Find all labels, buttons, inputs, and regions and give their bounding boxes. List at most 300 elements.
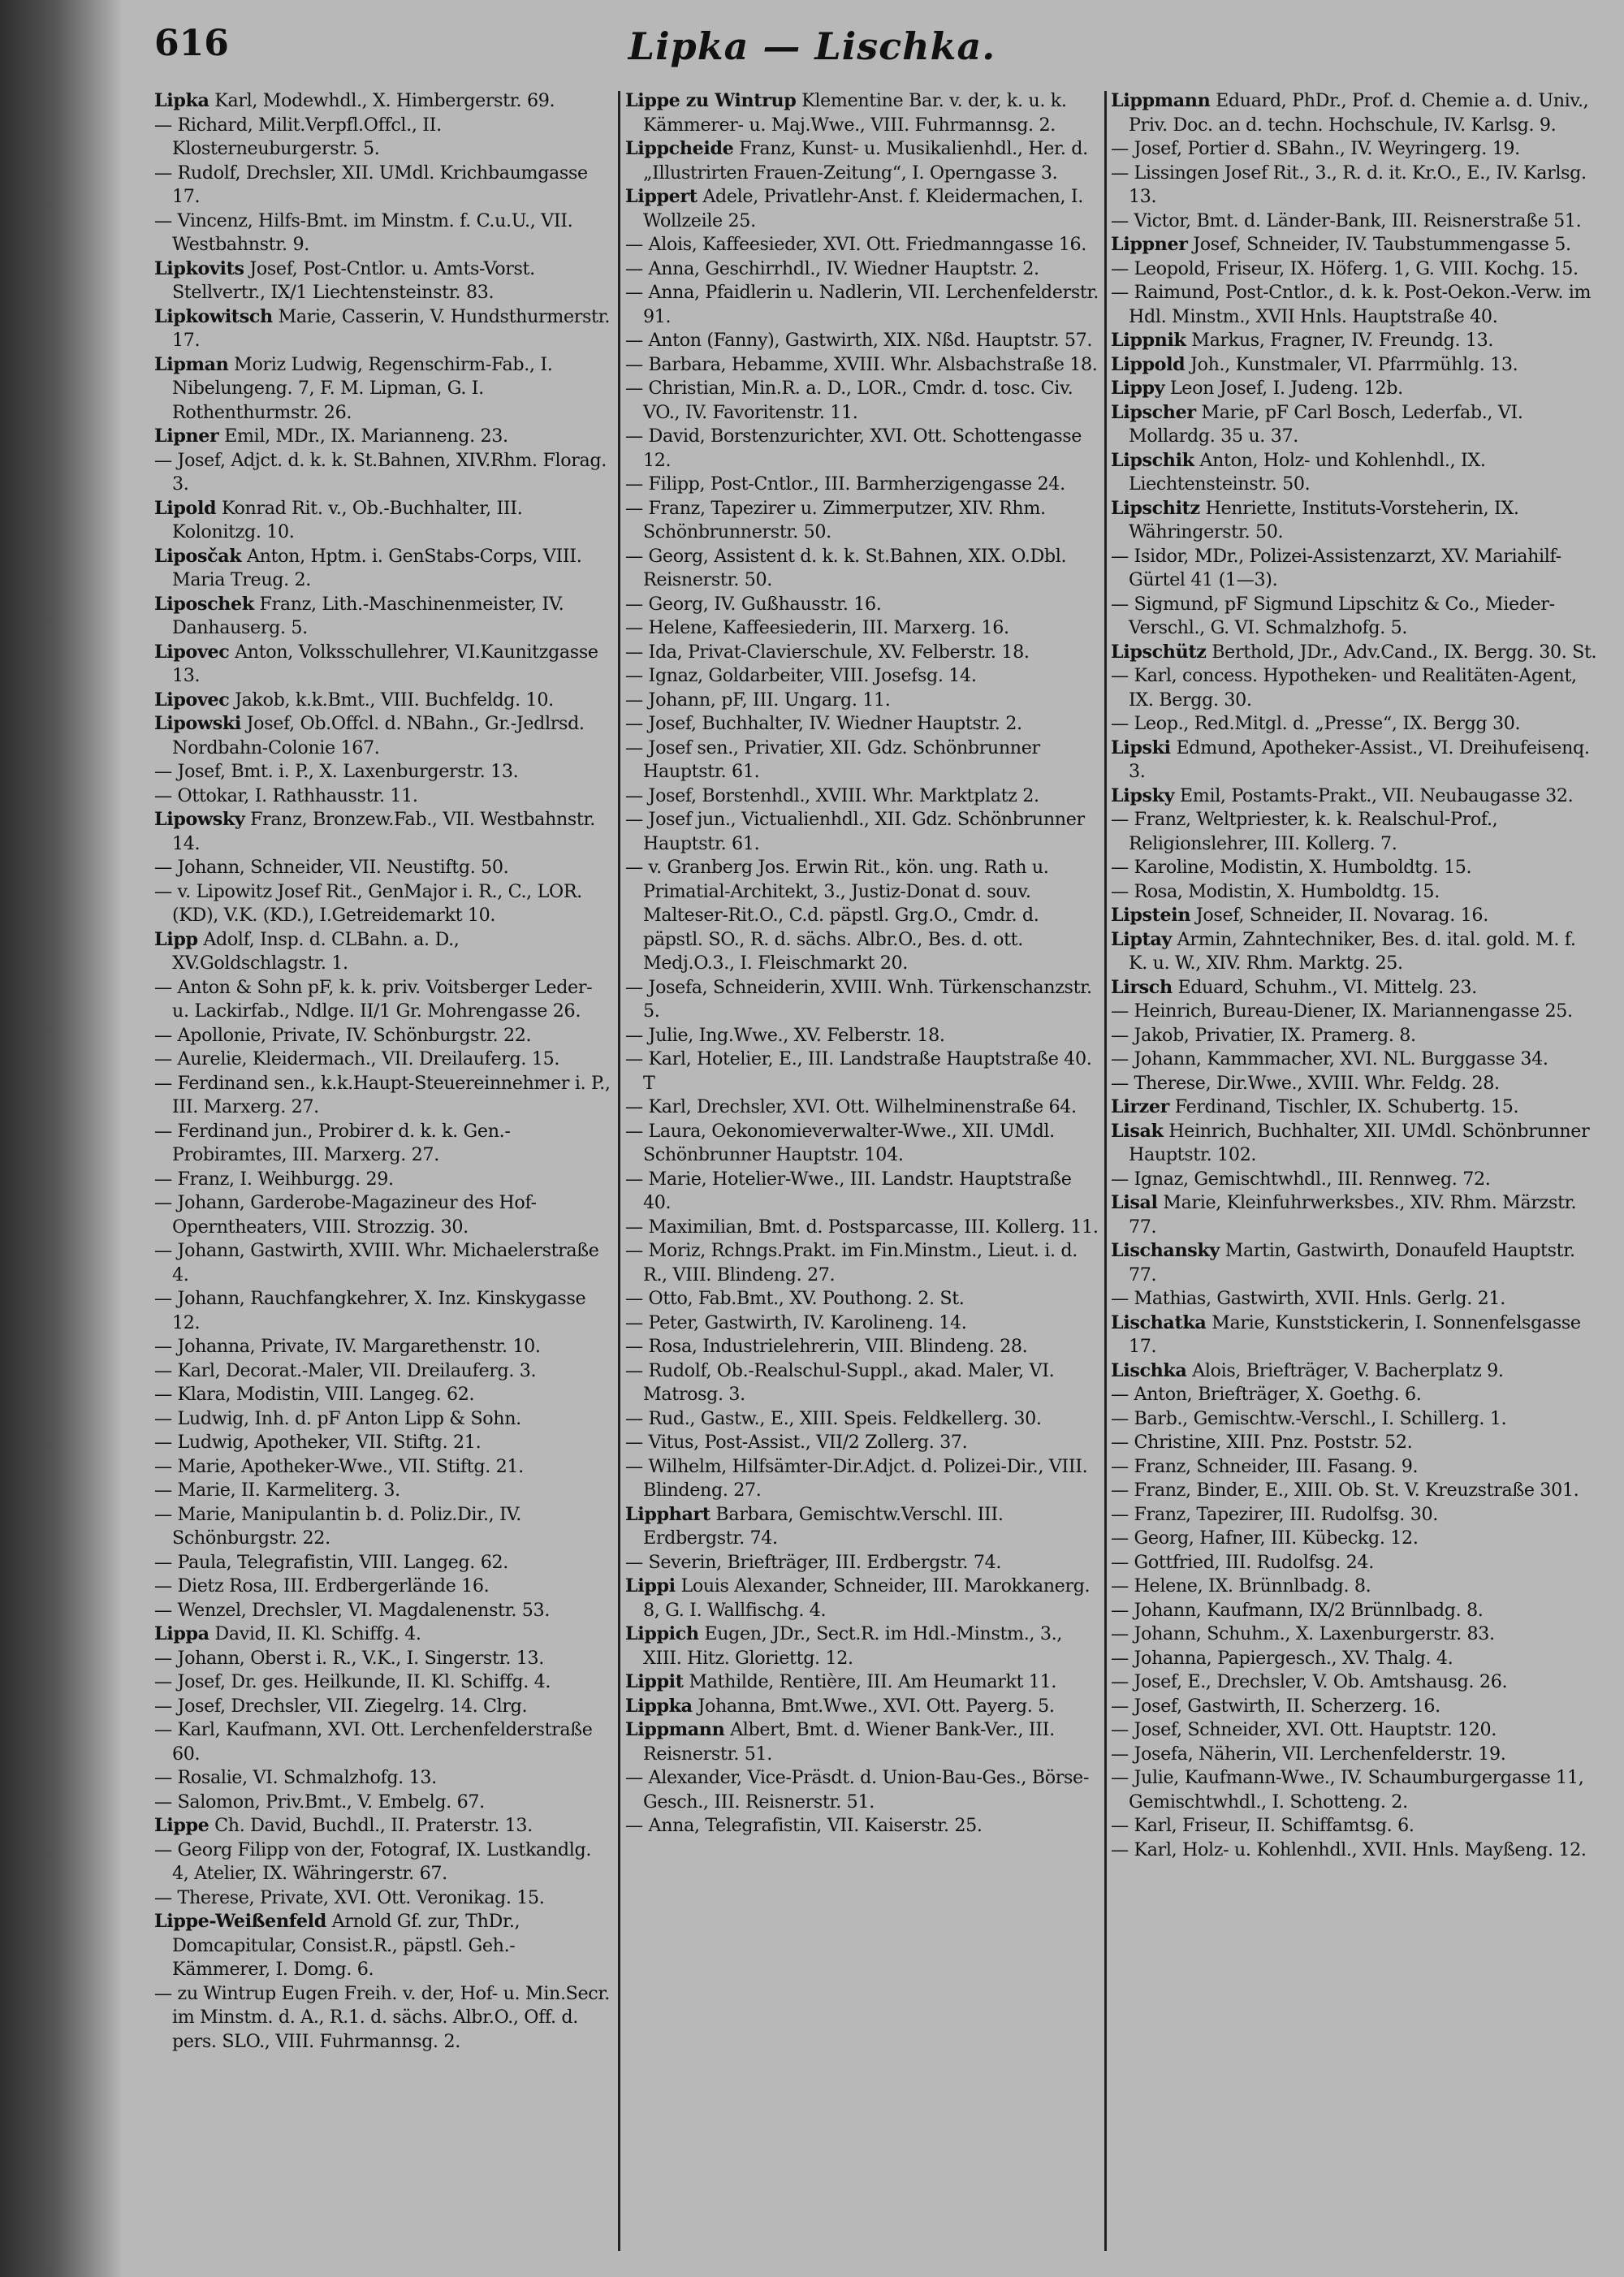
entry-text: — Johann, pF, III. Ungarg. 11.	[625, 689, 891, 711]
entry-surname: Lischansky	[1111, 1240, 1220, 1261]
entry-text: — Julie, Ing.Wwe., XV. Felberstr. 18.	[625, 1024, 945, 1046]
entry-text: — Anton (Fanny), Gastwirth, XIX. Nßd. Hauptstr. 57.	[625, 330, 1093, 351]
directory-entry	[1111, 1622, 1598, 1647]
entry-text: Berthold, JDr., Adv.Cand., IX. Bergg. 30. St.	[1206, 641, 1597, 663]
directory-entry	[154, 162, 613, 210]
entry-text: — Leop., Red.Mitgl. d. „Presse“, IX. Bergg 30.	[1111, 713, 1521, 734]
entry-text: — Ottokar, I. Rathhausstr. 11.	[154, 784, 418, 806]
entry-text: — Salomon, Priv.Bmt., V. Embelg. 67.	[154, 1791, 485, 1813]
entry-text: Anton, Volksschullehrer, VI.Kaunitzgasse 13.	[172, 641, 598, 686]
entry-surname: Lippmann	[625, 1719, 725, 1740]
directory-entry	[154, 1479, 613, 1503]
entry-text: — Josef jun., Victualienhdl., XII. Gdz. Schönbrunner Hauptstr. 61.	[625, 809, 1085, 854]
entry-text: — Franz, Schneider, III. Fasang. 9.	[1111, 1455, 1419, 1477]
entry-text: — Josef, Schneider, XVI. Ott. Hauptstr. 120.	[1111, 1719, 1497, 1740]
entry-text: Martin, Gastwirth, Donaufeld Hauptstr. 77.	[1129, 1240, 1575, 1285]
entry-surname: Lipner	[154, 426, 219, 447]
entry-text: — Ferdinand jun., Probirer d. k. k. Gen.-Probiramtes, III. Marxerg. 27.	[154, 1120, 511, 1165]
directory-entry	[1111, 1670, 1598, 1695]
entry-surname: Lippe zu Wintrup	[625, 90, 797, 111]
entry-text: — Georg, Hafner, III. Kübeckg. 12.	[1111, 1527, 1419, 1549]
entry-text: — Rosa, Industrielehrerin, VIII. Blindeng. 28.	[625, 1336, 1028, 1357]
entry-text: Louis Alexander, Schneider, III. Marokkanerg. 8, G. I. Wallfischg. 4.	[643, 1575, 1091, 1621]
entry-text: Alois, Briefträger, V. Bacherplatz 9.	[1186, 1359, 1504, 1381]
directory-entry	[1111, 1120, 1598, 1168]
directory-entry	[154, 1791, 613, 1815]
directory-entry	[1111, 233, 1598, 257]
directory-entry	[154, 449, 613, 497]
entry-text: Klementine Bar. v. der, k. u. k. Kämmerer- u. Maj.Wwe., VIII. Fuhrmannsg. 2.	[643, 90, 1067, 136]
entry-text: — Anton, Briefträger, X. Goethg. 6.	[1111, 1384, 1422, 1405]
entry-text: Albert, Bmt. d. Wiener Bank-Ver., III. Reisnerstr. 51.	[643, 1719, 1055, 1765]
directory-entry	[154, 1359, 613, 1384]
entry-text: — Josef, Borstenhdl., XVIII. Whr. Marktplatz 2.	[625, 784, 1039, 806]
entry-surname: Lirsch	[1111, 976, 1173, 998]
directory-entry	[1111, 1048, 1598, 1072]
directory-entry	[154, 808, 613, 856]
entry-surname: Lippy	[1111, 378, 1165, 399]
entry-text: — Sigmund, pF Sigmund Lipschitz & Co., Mieder-Verschl., G. VI. Schmalzhofg. 5.	[1111, 593, 1555, 638]
entry-text: — Wenzel, Drechsler, VI. Magdalenenstr. 53.	[154, 1599, 551, 1621]
directory-entry	[625, 1024, 1100, 1048]
entry-text: — Klara, Modistin, VIII. Langeg. 62.	[154, 1384, 475, 1405]
directory-entry	[625, 1431, 1100, 1455]
directory-entry	[625, 185, 1100, 233]
entry-text: Barbara, Gemischtw.Verschl. III. Erdbergstr. 74.	[643, 1503, 1004, 1549]
directory-entry	[1111, 1239, 1598, 1287]
entry-text: Eduard, PhDr., Prof. d. Chemie a. d. Univ., Priv. Doc. an d. techn. Hochschule, IV. Karlsg. 9.	[1129, 90, 1589, 136]
directory-entry	[625, 1095, 1100, 1120]
entry-text: — Marie, Apotheker-Wwe., VII. Stiftg. 21.	[154, 1455, 524, 1477]
directory-entry	[154, 1431, 613, 1455]
entry-text: — Rosa, Modistin, X. Humboldtg. 15.	[1111, 880, 1440, 902]
entry-text: — Ida, Privat-Clavierschule, XV. Felberstr. 18.	[625, 641, 1030, 663]
entry-surname: Liptay	[1111, 928, 1172, 950]
column-1	[154, 89, 613, 2266]
entry-surname: Lippich	[625, 1623, 699, 1644]
directory-entry	[625, 329, 1100, 353]
entry-text: — Johann, Rauchfangkehrer, X. Inz. Kinskygasse 12.	[154, 1288, 586, 1333]
directory-entry	[1111, 1718, 1598, 1743]
entry-text: Heinrich, Buchhalter, XII. UMdl. Schönbrunner Hauptstr. 102.	[1129, 1120, 1590, 1165]
entry-surname: Lipsky	[1111, 784, 1175, 806]
entry-text: Edmund, Apotheker-Assist., VI. Dreihufeisenq. 3.	[1129, 737, 1590, 782]
directory-entry	[154, 1239, 613, 1287]
directory-entry	[1111, 1455, 1598, 1480]
entry-surname: Lipschitz	[1111, 497, 1200, 519]
entry-text: — Ignaz, Goldarbeiter, VIII. Josefsg. 14.	[625, 665, 977, 686]
entry-surname: Lisak	[1111, 1120, 1164, 1142]
directory-entry	[154, 1168, 613, 1192]
directory-entry	[154, 305, 613, 353]
entry-surname: Lipphart	[625, 1503, 710, 1525]
entry-text: Ch. David, Buchdl., II. Praterstr. 13.	[209, 1815, 533, 1836]
directory-entry	[625, 377, 1100, 425]
directory-entry	[154, 593, 613, 641]
entry-text: — Apollonie, Private, IV. Schönburgstr. 22.	[154, 1024, 532, 1046]
directory-entry	[154, 1599, 613, 1623]
directory-entry	[625, 1120, 1100, 1168]
entry-text: Markus, Fragner, IV. Freundg. 13.	[1186, 330, 1494, 351]
entry-text: — Franz, Tapezirer u. Zimmerputzer, XIV. Rhm. Schönbrunnerstr. 50.	[625, 497, 1046, 542]
directory-entry	[154, 1455, 613, 1480]
entry-text: — Johanna, Papiergesch., XV. Thalg. 4.	[1111, 1647, 1453, 1669]
entry-surname: Lippit	[625, 1671, 684, 1692]
entry-text: Anton, Hptm. i. GenStabs-Corps, VIII. Maria Treug. 2.	[172, 545, 582, 590]
entry-text: Eugen, JDr., Sect.R. im Hdl.-Minstm., 3., XIII. Hitz. Gloriettg. 12.	[643, 1623, 1063, 1669]
page-number: 616	[154, 23, 229, 64]
entry-text: — Franz, Tapezirer, III. Rudolfsg. 30.	[1111, 1503, 1438, 1525]
directory-entry	[625, 257, 1100, 282]
directory-entry	[154, 1910, 613, 1982]
directory-entry	[154, 497, 613, 545]
entry-surname: Lippa	[154, 1623, 209, 1644]
entry-surname: Lippcheide	[625, 138, 734, 159]
entry-text: — Josef, Dr. ges. Heilkunde, II. Kl. Schiffg. 4.	[154, 1671, 551, 1692]
directory-entry	[625, 616, 1100, 641]
entry-text: — Ferdinand sen., k.k.Haupt-Steuereinnehmer i. P., III. Marxerg. 27.	[154, 1072, 611, 1117]
entry-text: Emil, MDr., IX. Marianneng. 23.	[218, 426, 508, 447]
directory-entry	[1111, 1191, 1598, 1239]
directory-entry	[1111, 89, 1598, 137]
directory-entry	[154, 1647, 613, 1671]
directory-entry	[625, 1168, 1100, 1216]
entry-text: — Karl, Friseur, II. Schiffamtsg. 6.	[1111, 1815, 1415, 1836]
directory-entry	[154, 210, 613, 257]
entry-text: — Johann, Schneider, VII. Neustiftg. 50.	[154, 857, 509, 878]
directory-entry	[154, 1622, 613, 1647]
directory-entry	[1111, 1599, 1598, 1623]
directory-entry	[625, 1311, 1100, 1336]
entry-text: — David, Borstenzurichter, XVI. Ott. Schottengasse 12.	[625, 426, 1082, 471]
directory-entry	[1111, 353, 1598, 378]
directory-entry	[1111, 1575, 1598, 1599]
entry-text: — Alois, Kaffeesieder, XVI. Ott. Friedmanngasse 16.	[625, 234, 1086, 255]
entry-text: Johanna, Bmt.Wwe., XVI. Ott. Payerg. 5.	[692, 1695, 1055, 1717]
directory-entry	[154, 257, 613, 305]
entry-text: — Severin, Briefträger, III. Erdbergstr. 74.	[625, 1551, 1002, 1573]
directory-entry	[1111, 1766, 1598, 1814]
entry-text: Ferdinand, Tischler, IX. Schubertg. 15.	[1169, 1096, 1519, 1117]
directory-entry	[625, 1407, 1100, 1432]
directory-entry	[1111, 928, 1598, 976]
entry-text: — Richard, Milit.Verpfl.Offcl., II. Klosterneuburgerstr. 5.	[154, 114, 442, 159]
entry-text: — Barb., Gemischtw.-Verschl., I. Schillerg. 1.	[1111, 1407, 1507, 1429]
entry-text: — Rosalie, VI. Schmalzhofg. 13.	[154, 1767, 437, 1788]
entry-surname: Lipka	[154, 90, 209, 111]
entry-text: — Karoline, Modistin, X. Humboldtg. 15.	[1111, 857, 1472, 878]
directory-entry	[625, 425, 1100, 473]
entry-text: — Laura, Oekonomieverwalter-Wwe., XII. UMdl. Schönbrunner Hauptstr. 104.	[625, 1120, 1055, 1165]
directory-entry	[625, 1287, 1100, 1311]
directory-entry	[1111, 1383, 1598, 1407]
entry-text: Arnold Gf. zur, ThDr., Domcapitular, Consist.R., päpstl. Geh.-Kämmerer, I. Domg. 6.	[172, 1911, 520, 1980]
directory-entry	[154, 1982, 613, 2054]
directory-entry	[1111, 1479, 1598, 1503]
directory-entry	[154, 1383, 613, 1407]
directory-entry	[154, 689, 613, 713]
entry-text: — Georg, Assistent d. k. k. St.Bahnen, XIX. O.Dbl. Reisnerstr. 50.	[625, 545, 1067, 590]
entry-text: — Josef sen., Privatier, XII. Gdz. Schönbrunner Hauptstr. 61.	[625, 737, 1040, 782]
directory-entry	[1111, 137, 1598, 162]
entry-surname: Lipstein	[1111, 905, 1191, 926]
directory-entry	[154, 1886, 613, 1911]
directory-entry	[1111, 162, 1598, 210]
directory-entry	[625, 1575, 1100, 1622]
directory-entry	[625, 1335, 1100, 1359]
entry-text: Marie, Casserin, V. Hundsthurmerstr. 17.	[172, 305, 611, 351]
entry-text: — Anton & Sohn pF, k. k. priv. Voitsberger Leder- u. Lackirfab., Ndlge. II/1 Gr. Mohrengasse 26.	[154, 976, 593, 1022]
directory-entry	[1111, 976, 1598, 1000]
entry-text: — Marie, Manipulantin b. d. Poliz.Dir., IV. Schönburgstr. 22.	[154, 1503, 521, 1549]
directory-entry	[1111, 1431, 1598, 1455]
entry-text: — Johanna, Private, IV. Margarethenstr. 10.	[154, 1336, 541, 1357]
directory-entry	[1111, 712, 1598, 737]
entry-text: Henriette, Instituts-Vorsteherin, IX. Währingerstr. 50.	[1129, 497, 1519, 542]
entry-text: Adele, Privatlehr-Anst. f. Kleidermachen, I. Wollzeile 25.	[643, 186, 1084, 231]
entry-text: Franz, Kunst- u. Musikalienhdl., Her. d. „Illustrirten Frauen-Zeitung“, I. Operngasse 3.	[643, 138, 1088, 184]
directory-entry	[1111, 1359, 1598, 1384]
entry-text: — Heinrich, Bureau-Diener, IX. Mariannengasse 25.	[1111, 1000, 1573, 1022]
entry-text: — Rudolf, Ob.-Realschul-Suppl., akad. Maler, VI. Matrosg. 3.	[625, 1359, 1055, 1405]
running-head: Lipka — Lischka.	[628, 24, 996, 68]
entry-text: — Helene, Kaffeesiederin, III. Marxerg. 16.	[625, 617, 1009, 638]
entry-surname: Lippka	[625, 1695, 693, 1717]
entry-surname: Lipski	[1111, 737, 1171, 758]
entry-text: — Josef, E., Drechsler, V. Ob. Amtshausg. 26.	[1111, 1671, 1508, 1692]
entry-surname: Lischka	[1111, 1359, 1187, 1381]
directory-entry	[154, 545, 613, 593]
entry-text: — Rud., Gastw., E., XIII. Speis. Feldkellerg. 30.	[625, 1407, 1042, 1429]
directory-entry	[625, 689, 1100, 713]
entry-text: Josef, Ob.Offcl. d. NBahn., Gr.-Jedlrsd. Nordbahn-Colonie 167.	[172, 713, 585, 758]
entry-text: Anton, Holz- und Kohlenhdl., IX. Liechtensteinstr. 50.	[1129, 449, 1486, 495]
directory-entry	[1111, 1407, 1598, 1432]
entry-surname: Lippner	[1111, 234, 1188, 255]
entry-surname: Lippi	[625, 1575, 676, 1596]
entry-text: — Julie, Kaufmann-Wwe., IV. Schaumburgergasse 11, Gemischtwhdl., I. Schotteng. 2.	[1111, 1767, 1584, 1813]
directory-entry	[625, 1455, 1100, 1503]
directory-entry	[1111, 545, 1598, 593]
entry-text: — Maximilian, Bmt. d. Postsparcasse, III. Kollerg. 11.	[625, 1216, 1099, 1238]
directory-entry	[1111, 1814, 1598, 1838]
entry-text: — Rudolf, Drechsler, XII. UMdl. Krichbaumgasse 17.	[154, 162, 588, 207]
entry-surname: Lipovec	[154, 641, 230, 663]
entry-text: — Karl, Holz- u. Kohlenhdl., XVII. Hnls. Mayßeng. 12.	[1111, 1838, 1587, 1860]
directory-entry	[1111, 1503, 1598, 1527]
entry-surname: Lippold	[1111, 353, 1186, 375]
directory-entry	[625, 1048, 1100, 1095]
entry-text: — Vincenz, Hilfs-Bmt. im Minstm. f. C.u.U., VII. Westbahnstr. 9.	[154, 210, 573, 255]
entry-text: Karl, Modewhdl., X. Himbergerstr. 69.	[209, 90, 555, 111]
entry-text: — Filipp, Post-Cntlor., III. Barmherzigengasse 24.	[625, 473, 1065, 495]
entry-text: — Franz, Binder, E., XIII. Ob. St. V. Kreuzstraße 301.	[1111, 1480, 1579, 1501]
directory-entry	[625, 784, 1100, 809]
directory-entry	[1111, 401, 1598, 449]
entry-text: — Johann, Oberst i. R., V.K., I. Singerstr. 13.	[154, 1647, 544, 1669]
entry-text: — Helene, IX. Brünnlbadg. 8.	[1111, 1575, 1371, 1596]
directory-entry	[154, 89, 613, 114]
entry-text: — Victor, Bmt. d. Länder-Bank, III. Reisnerstraße 51.	[1111, 210, 1582, 231]
entry-text: Konrad Rit. v., Ob.-Buchhalter, III. Kolonitzg. 10.	[172, 497, 523, 542]
directory-entry	[625, 497, 1100, 545]
directory-entry	[1111, 1838, 1598, 1863]
entry-text: — Gottfried, III. Rudolfsg. 24.	[1111, 1551, 1374, 1573]
directory-entry	[625, 1551, 1100, 1575]
entry-text: — Anna, Telegrafistin, VII. Kaiserstr. 25.	[625, 1815, 983, 1836]
directory-entry	[1111, 1311, 1598, 1359]
directory-entry	[154, 1335, 613, 1359]
entry-text: — Ignaz, Gemischtwhdl., III. Rennweg. 72.	[1111, 1168, 1491, 1190]
directory-entry	[154, 1024, 613, 1048]
directory-entry	[154, 1814, 613, 1838]
entry-surname: Lippe-Weißenfeld	[154, 1911, 326, 1932]
entry-text: Adolf, Insp. d. CLBahn. a. D., XV.Goldschlagstr. 1.	[172, 928, 460, 974]
entry-text: — Johann, Garderobe-Magazineur des Hof-Operntheaters, VIII. Strozzig. 30.	[154, 1192, 537, 1238]
entry-text: — Franz, Weltpriester, k. k. Realschul-Prof., Religionslehrer, III. Kollerg. 7.	[1111, 809, 1498, 854]
entry-text: — Anna, Pfaidlerin u. Nadlerin, VII. Lerchenfelderstr. 91.	[625, 282, 1099, 327]
entry-text: Mathilde, Rentière, III. Am Heumarkt 11.	[683, 1671, 1057, 1692]
entry-text: — Aurelie, Kleidermach., VII. Dreilauferg. 15.	[154, 1048, 560, 1069]
entry-text: Marie, pF Carl Bosch, Lederfab., VI. Mollardg. 35 u. 37.	[1129, 401, 1523, 447]
directory-entry	[1111, 1072, 1598, 1096]
entry-text: — Marie, II. Karmeliterg. 3.	[154, 1480, 400, 1501]
directory-entry	[625, 233, 1100, 257]
entry-surname: Lippert	[625, 186, 698, 207]
directory-entry	[1111, 281, 1598, 329]
directory-entry	[1111, 1551, 1598, 1575]
directory-entry	[1111, 1024, 1598, 1048]
entry-text: — Otto, Fab.Bmt., XV. Pouthong. 2. St.	[625, 1288, 965, 1309]
directory-entry	[1111, 737, 1598, 784]
directory-entry	[625, 1718, 1100, 1766]
entry-text: — Jakob, Privatier, IX. Pramerg. 8.	[1111, 1024, 1416, 1046]
entry-text: Josef, Schneider, II. Novarag. 16.	[1190, 905, 1488, 926]
directory-entry	[625, 545, 1100, 593]
entry-surname: Lipold	[154, 497, 217, 519]
entry-text: Josef, Post-Cntlor. u. Amts-Vorst. Stellvertr., IX/1 Liechtensteinstr. 83.	[172, 257, 535, 303]
entry-surname: Lipschütz	[1111, 641, 1207, 663]
entry-text: Leon Josef, I. Judeng. 12b.	[1164, 378, 1403, 399]
entry-text: — Therese, Private, XVI. Ott. Veronikag. 15.	[154, 1886, 545, 1908]
entry-text: — Josef, Adjct. d. k. k. St.Bahnen, XIV.Rhm. Florag. 3.	[154, 449, 607, 495]
entry-text: — Josef, Bmt. i. P., X. Laxenburgerstr. 13.	[154, 761, 519, 782]
directory-entry	[625, 137, 1100, 185]
directory-entry	[154, 114, 613, 162]
directory-entry	[625, 473, 1100, 497]
directory-entry	[154, 928, 613, 976]
directory-entry	[1111, 1287, 1598, 1311]
directory-entry	[154, 1072, 613, 1120]
directory-entry	[154, 1503, 613, 1551]
entry-text: — Johann, Gastwirth, XVIII. Whr. Michaelerstraße 4.	[154, 1240, 599, 1285]
directory-entry	[154, 1766, 613, 1791]
entry-surname: Lippmann	[1111, 90, 1211, 111]
directory-entry	[1111, 641, 1598, 665]
entry-text: — Paula, Telegrafistin, VIII. Langeg. 62.	[154, 1551, 508, 1573]
directory-entry	[154, 1695, 613, 1719]
entry-text: — Moriz, Rchngs.Prakt. im Fin.Minstm., Lieut. i. d. R., VIII. Blindeng. 27.	[625, 1240, 1078, 1285]
directory-entry	[625, 1216, 1100, 1240]
column-2	[625, 89, 1100, 2266]
entry-text: — Ludwig, Inh. d. pF Anton Lipp & Sohn.	[154, 1407, 521, 1429]
directory-entry	[1111, 856, 1598, 880]
directory-entry	[154, 1191, 613, 1239]
directory-entry	[154, 1718, 613, 1766]
directory-entry	[625, 856, 1100, 976]
directory-entry	[154, 784, 613, 809]
directory-entry	[1111, 1168, 1598, 1192]
entry-text: David, II. Kl. Schiffg. 4.	[209, 1623, 421, 1644]
directory-entry	[154, 641, 613, 689]
directory-entry	[1111, 1527, 1598, 1551]
entry-surname: Liposchek	[154, 593, 254, 615]
entry-text: Emil, Postamts-Prakt., VII. Neubaugasse 32.	[1174, 784, 1574, 806]
directory-entry	[625, 808, 1100, 856]
directory-entry	[1111, 1695, 1598, 1719]
entry-text: — Marie, Hotelier-Wwe., III. Landstr. Hauptstraße 40.	[625, 1168, 1072, 1213]
entry-surname: Lischatka	[1111, 1311, 1207, 1333]
binding-gutter-shadow	[0, 0, 122, 2277]
directory-entry	[1111, 593, 1598, 641]
directory-entry	[625, 1503, 1100, 1551]
directory-entry	[154, 1120, 613, 1168]
entry-text: — zu Wintrup Eugen Freih. v. der, Hof- u. Min.Secr. im Minstm. d. A., R.1. d. sächs. Albr.O., Off. d. pers. SLO., VIII. Fuhrmannsg. 2.	[154, 1982, 610, 2052]
entry-surname: Lipschik	[1111, 449, 1194, 471]
directory-entry	[154, 1551, 613, 1575]
directory-entry	[154, 712, 613, 760]
entry-text: — v. Granberg Jos. Erwin Rit., kön. ung. Rath u. Primatial-Architekt, 3., Justiz-Donat d. souv. Malteser-Rit.O., C.d. päpstl. Grg.O., Cmdr. d. päpstl. SO., R. d. sächs. Albr.O., Bes. d. ott. Medj.O.3., I. Fleischmarkt 20.	[625, 857, 1049, 974]
entry-text: — Karl, Kaufmann, XVI. Ott. Lerchenfelderstraße 60.	[154, 1719, 593, 1765]
directory-entry	[625, 976, 1100, 1024]
entry-text: Jakob, k.k.Bmt., VIII. Buchfeldg. 10.	[229, 689, 554, 711]
directory-entry	[1111, 904, 1598, 928]
entry-surname: Lipman	[154, 353, 229, 375]
entry-text: — Georg, IV. Gußhausstr. 16.	[625, 593, 882, 615]
directory-entry	[1111, 377, 1598, 401]
directory-entry	[154, 1407, 613, 1432]
entry-surname: Lipowsky	[154, 809, 245, 830]
entry-text: — Vitus, Post-Assist., VII/2 Zollerg. 37.	[625, 1432, 968, 1453]
entry-surname: Lippnik	[1111, 330, 1186, 351]
directory-entry	[625, 1814, 1100, 1838]
entry-text: — Johann, Kammmacher, XVI. NL. Burggasse 34.	[1111, 1048, 1548, 1069]
directory-entry	[154, 760, 613, 784]
entry-surname: Lipowski	[154, 713, 241, 734]
directory-entry	[625, 1359, 1100, 1407]
directory-entry	[1111, 1000, 1598, 1024]
entry-surname: Lirzer	[1111, 1096, 1170, 1117]
directory-entry	[625, 1622, 1100, 1670]
directory-entry	[1111, 449, 1598, 497]
entry-text: — Josef, Buchhalter, IV. Wiedner Hauptstr. 2.	[625, 713, 1022, 734]
directory-entry	[625, 281, 1100, 329]
entry-text: — Johann, Schuhm., X. Laxenburgerstr. 83.	[1111, 1623, 1495, 1644]
entry-text: — Josef, Portier d. SBahn., IV. Weyringerg. 19.	[1111, 138, 1520, 159]
directory-entry	[625, 1766, 1100, 1814]
directory-entry	[625, 737, 1100, 784]
directory-entry	[1111, 880, 1598, 905]
directory-entry	[154, 880, 613, 928]
directory-entry	[1111, 497, 1598, 545]
entry-text: Marie, Kunststickerin, I. Sonnenfelsgasse 17.	[1129, 1311, 1581, 1357]
entry-text: — Ludwig, Apotheker, VII. Stiftg. 21.	[154, 1432, 482, 1453]
directory-entry	[154, 353, 613, 426]
entry-surname: Lipp	[154, 928, 198, 950]
directory-entry	[625, 664, 1100, 689]
directory-entry	[625, 712, 1100, 737]
directory-entry	[154, 1575, 613, 1599]
